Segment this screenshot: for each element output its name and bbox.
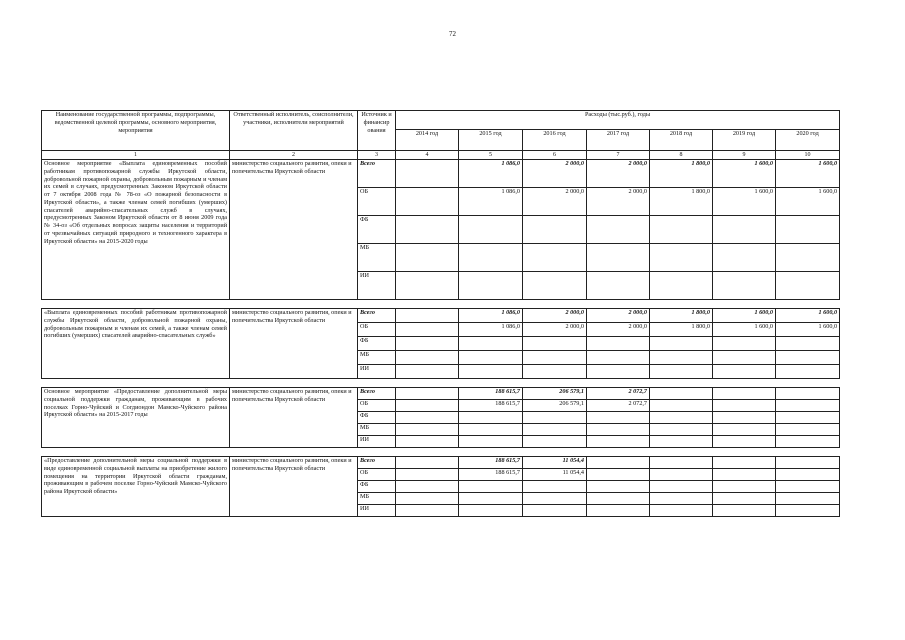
responsible-executor: министерство социального развития, опеки и попечительства Иркутской области bbox=[230, 309, 358, 379]
expense-value bbox=[459, 337, 523, 351]
expense-value bbox=[459, 436, 523, 448]
expense-value: 2 072,7 bbox=[587, 400, 650, 412]
table-row bbox=[42, 388, 840, 400]
expense-value bbox=[523, 216, 587, 244]
expense-value bbox=[713, 436, 776, 448]
expense-value bbox=[650, 424, 713, 436]
expense-value bbox=[396, 160, 459, 188]
funding-source: ОБ bbox=[358, 469, 396, 481]
expense-value: 1 086,0 bbox=[459, 160, 523, 188]
expense-value bbox=[396, 365, 459, 379]
expense-value bbox=[776, 457, 840, 469]
expense-value bbox=[650, 493, 713, 505]
expense-value: 1 086,0 bbox=[459, 309, 523, 323]
expense-value bbox=[650, 244, 713, 272]
expense-value: 206 579,1 bbox=[523, 400, 587, 412]
funding-source: ИИ bbox=[358, 365, 396, 379]
separator-cell bbox=[42, 379, 840, 388]
expense-value bbox=[523, 412, 587, 424]
funding-source: Всего bbox=[358, 457, 396, 469]
expense-value bbox=[713, 337, 776, 351]
expense-value bbox=[776, 337, 840, 351]
expense-value bbox=[459, 481, 523, 493]
expense-value: 2 000,0 bbox=[523, 323, 587, 337]
group-separator bbox=[42, 448, 840, 457]
table-row bbox=[42, 309, 840, 323]
funding-source: МБ bbox=[358, 493, 396, 505]
expense-value bbox=[587, 351, 650, 365]
expense-value bbox=[776, 424, 840, 436]
expense-value bbox=[459, 424, 523, 436]
expense-value: 1 600,0 bbox=[713, 309, 776, 323]
expense-value bbox=[713, 216, 776, 244]
expense-value bbox=[396, 309, 459, 323]
expense-value bbox=[459, 493, 523, 505]
header-responsible: Ответственный исполнитель, соисполнители, участники, исполнители мероприятий bbox=[230, 111, 358, 151]
expense-value bbox=[523, 493, 587, 505]
header-year: 2015 год bbox=[459, 130, 523, 151]
column-number: 1 bbox=[42, 151, 230, 160]
measure-name: «Выплата единовременных пособий работникам противопожарной службы Иркутской области, добровольной пожарной охраны, добровольным пожарным и членам их семей, а также членам семей погибших (умерших) спасателей аварийно-спасательных служб» bbox=[42, 309, 230, 379]
expense-value: 188 615,7 bbox=[459, 469, 523, 481]
responsible-executor: министерство социального развития, опеки и попечительства Иркутской области bbox=[230, 388, 358, 448]
expense-value: 11 054,4 bbox=[523, 469, 587, 481]
page-number: 72 bbox=[449, 30, 456, 38]
expense-value bbox=[650, 400, 713, 412]
expense-value bbox=[587, 216, 650, 244]
expense-value bbox=[587, 412, 650, 424]
expense-value bbox=[713, 244, 776, 272]
expense-value bbox=[587, 505, 650, 517]
expense-value bbox=[587, 337, 650, 351]
expense-value bbox=[713, 505, 776, 517]
expense-value bbox=[459, 365, 523, 379]
column-number: 4 bbox=[396, 151, 459, 160]
funding-source: ОБ bbox=[358, 323, 396, 337]
funding-source: МБ bbox=[358, 244, 396, 272]
expense-value bbox=[587, 244, 650, 272]
expense-value bbox=[587, 481, 650, 493]
column-number: 5 bbox=[459, 151, 523, 160]
expense-value bbox=[713, 272, 776, 300]
measure-name: Основное мероприятие «Предоставление дополнительной меры социальной поддержки гражданам, проживающим в рабочих поселках Горно-Чуйский и Согдиондон Мамско-Чуйского района Иркутской области» на 2015-2017 годы bbox=[42, 388, 230, 448]
expense-value: 1 600,0 bbox=[776, 309, 840, 323]
funding-source: ФБ bbox=[358, 216, 396, 244]
expense-value bbox=[396, 424, 459, 436]
expense-value bbox=[776, 365, 840, 379]
expense-value: 2 000,0 bbox=[587, 160, 650, 188]
expense-value bbox=[523, 424, 587, 436]
expense-value bbox=[396, 323, 459, 337]
expense-value bbox=[776, 216, 840, 244]
expense-value bbox=[523, 365, 587, 379]
expense-value bbox=[523, 272, 587, 300]
expense-value bbox=[650, 481, 713, 493]
expense-value bbox=[396, 351, 459, 365]
expense-value bbox=[396, 481, 459, 493]
funding-source: ИИ bbox=[358, 436, 396, 448]
expense-value: 1 600,0 bbox=[713, 188, 776, 216]
expense-value bbox=[459, 244, 523, 272]
expense-value bbox=[776, 400, 840, 412]
funding-source: ОБ bbox=[358, 188, 396, 216]
expense-value bbox=[713, 400, 776, 412]
expense-value bbox=[396, 505, 459, 517]
expense-value bbox=[396, 188, 459, 216]
expense-value bbox=[587, 469, 650, 481]
expense-value bbox=[776, 505, 840, 517]
expense-value bbox=[713, 424, 776, 436]
expense-value: 2 072,7 bbox=[587, 388, 650, 400]
expense-value bbox=[587, 493, 650, 505]
budget-table bbox=[41, 110, 840, 517]
header-year: 2016 год bbox=[523, 130, 587, 151]
expense-value bbox=[776, 388, 840, 400]
expense-value bbox=[587, 272, 650, 300]
expense-value: 1 600,0 bbox=[713, 323, 776, 337]
expense-value: 1 800,0 bbox=[650, 160, 713, 188]
expense-value: 1 600,0 bbox=[713, 160, 776, 188]
expense-value bbox=[396, 412, 459, 424]
header-year: 2017 год bbox=[587, 130, 650, 151]
funding-source: ОБ bbox=[358, 400, 396, 412]
column-number: 6 bbox=[523, 151, 587, 160]
expense-value bbox=[650, 436, 713, 448]
expense-value bbox=[396, 400, 459, 412]
expense-value: 188 615,7 bbox=[459, 400, 523, 412]
expense-value bbox=[396, 469, 459, 481]
expense-value: 2 000,0 bbox=[587, 309, 650, 323]
expense-value bbox=[459, 505, 523, 517]
expense-value bbox=[587, 424, 650, 436]
expense-value: 2 000,0 bbox=[523, 160, 587, 188]
expense-value bbox=[459, 216, 523, 244]
expense-value bbox=[523, 337, 587, 351]
funding-source: Всего bbox=[358, 160, 396, 188]
expense-value bbox=[587, 365, 650, 379]
header-source: Источник и финансир ования bbox=[358, 111, 396, 151]
column-number: 9 bbox=[713, 151, 776, 160]
expense-value bbox=[396, 457, 459, 469]
expense-value bbox=[587, 436, 650, 448]
expense-value: 2 000,0 bbox=[587, 188, 650, 216]
header-expenses: Расходы (тыс.руб.), годы bbox=[396, 111, 840, 130]
expense-value bbox=[713, 351, 776, 365]
funding-source: Всего bbox=[358, 309, 396, 323]
expense-value bbox=[396, 337, 459, 351]
expense-value bbox=[713, 388, 776, 400]
expense-value bbox=[396, 388, 459, 400]
expense-value: 11 054,4 bbox=[523, 457, 587, 469]
expense-value: 1 800,0 bbox=[650, 188, 713, 216]
expense-value: 1 600,0 bbox=[776, 188, 840, 216]
expense-value bbox=[650, 365, 713, 379]
expense-value bbox=[396, 244, 459, 272]
expense-value bbox=[713, 412, 776, 424]
expense-value: 1 800,0 bbox=[650, 323, 713, 337]
responsible-executor: министерство социального развития, опеки и попечительства Иркутской области bbox=[230, 160, 358, 300]
expense-value bbox=[650, 457, 713, 469]
expense-value bbox=[523, 481, 587, 493]
expense-value bbox=[396, 216, 459, 244]
table-row bbox=[42, 160, 840, 188]
header-year: 2014 год bbox=[396, 130, 459, 151]
expense-value bbox=[523, 351, 587, 365]
expense-value: 1 800,0 bbox=[650, 309, 713, 323]
column-number: 10 bbox=[776, 151, 840, 160]
separator-cell bbox=[42, 300, 840, 309]
expense-value: 188 615,7 bbox=[459, 457, 523, 469]
expense-value bbox=[776, 351, 840, 365]
measure-name: «Предоставление дополнительной меры социальной поддержки в виде единовременной социальной выплаты на приобретение жилого помещения на территории Иркутской области гражданам, проживающим в рабочем поселке Горно-Чуйский Мамско-Чуйского района Иркутской области» bbox=[42, 457, 230, 517]
expense-value bbox=[650, 216, 713, 244]
expense-value bbox=[396, 436, 459, 448]
expense-value bbox=[650, 388, 713, 400]
expense-value bbox=[713, 469, 776, 481]
column-number: 2 bbox=[230, 151, 358, 160]
expense-value bbox=[650, 505, 713, 517]
expense-value bbox=[396, 493, 459, 505]
funding-source: МБ bbox=[358, 351, 396, 365]
expense-value bbox=[776, 469, 840, 481]
expense-value: 1 600,0 bbox=[776, 160, 840, 188]
header-year: 2020 год bbox=[776, 130, 840, 151]
funding-source: ФБ bbox=[358, 481, 396, 493]
responsible-executor: министерство социального развития, опеки и попечительства Иркутской области bbox=[230, 457, 358, 517]
expense-value: 1 086,0 bbox=[459, 323, 523, 337]
expense-value: 2 000,0 bbox=[587, 323, 650, 337]
measure-name: Основное мероприятие «Выплата единовременных пособий работникам противопожарной службы Иркутской области, добровольной пожарной охраны, добровольным пожарным и членам их семей в случаях, предусмотренных Законом Иркутской области от 7 октября 2008 года № 78-оз «О пожарной безопасности в Иркутской области», а также членам семей погибших (умерших) спасателей аварийно-спасательных служб в случаях, предусмотренных Законом Иркутской области от 8 июня 2009 года № 34-оз «Об отдельных вопросах защиты населения и территорий от чрезвычайных ситуаций природного и техногенного характера в Иркутской области» на 2015-2020 годы bbox=[42, 160, 230, 300]
expense-value bbox=[459, 412, 523, 424]
funding-source: МБ bbox=[358, 424, 396, 436]
expense-value bbox=[650, 272, 713, 300]
expense-value bbox=[587, 457, 650, 469]
column-number: 8 bbox=[650, 151, 713, 160]
expense-value bbox=[713, 493, 776, 505]
expense-value bbox=[713, 481, 776, 493]
expense-value bbox=[776, 493, 840, 505]
column-number: 7 bbox=[587, 151, 650, 160]
expense-value bbox=[650, 412, 713, 424]
header-name: Наименование государственной программы, подпрограммы, ведомственной целевой программы, основного мероприятия, мероприятия bbox=[42, 111, 230, 151]
expense-value: 2 000,0 bbox=[523, 188, 587, 216]
expense-value bbox=[650, 351, 713, 365]
funding-source: ИИ bbox=[358, 272, 396, 300]
expense-value bbox=[713, 365, 776, 379]
header-year: 2019 год bbox=[713, 130, 776, 151]
group-separator bbox=[42, 300, 840, 309]
expense-value bbox=[523, 244, 587, 272]
expense-value: 188 615,7 bbox=[459, 388, 523, 400]
expense-value bbox=[776, 436, 840, 448]
column-number: 3 bbox=[358, 151, 396, 160]
funding-source: ФБ bbox=[358, 412, 396, 424]
expense-value bbox=[776, 244, 840, 272]
group-separator bbox=[42, 379, 840, 388]
expense-value: 2 000,0 bbox=[523, 309, 587, 323]
table-row bbox=[42, 457, 840, 469]
separator-cell bbox=[42, 448, 840, 457]
expense-value bbox=[459, 351, 523, 365]
expense-value bbox=[650, 337, 713, 351]
expense-value bbox=[650, 469, 713, 481]
expense-value bbox=[776, 412, 840, 424]
expense-value: 206 579,1 bbox=[523, 388, 587, 400]
expense-value: 1 086,0 bbox=[459, 188, 523, 216]
expense-value bbox=[459, 272, 523, 300]
expense-value bbox=[523, 436, 587, 448]
expense-value bbox=[776, 481, 840, 493]
header-year: 2018 год bbox=[650, 130, 713, 151]
expense-value bbox=[396, 272, 459, 300]
expense-value: 1 600,0 bbox=[776, 323, 840, 337]
expense-value bbox=[713, 457, 776, 469]
funding-source: ФБ bbox=[358, 337, 396, 351]
funding-source: ИИ bbox=[358, 505, 396, 517]
expense-value bbox=[523, 505, 587, 517]
funding-source: Всего bbox=[358, 388, 396, 400]
expense-value bbox=[776, 272, 840, 300]
